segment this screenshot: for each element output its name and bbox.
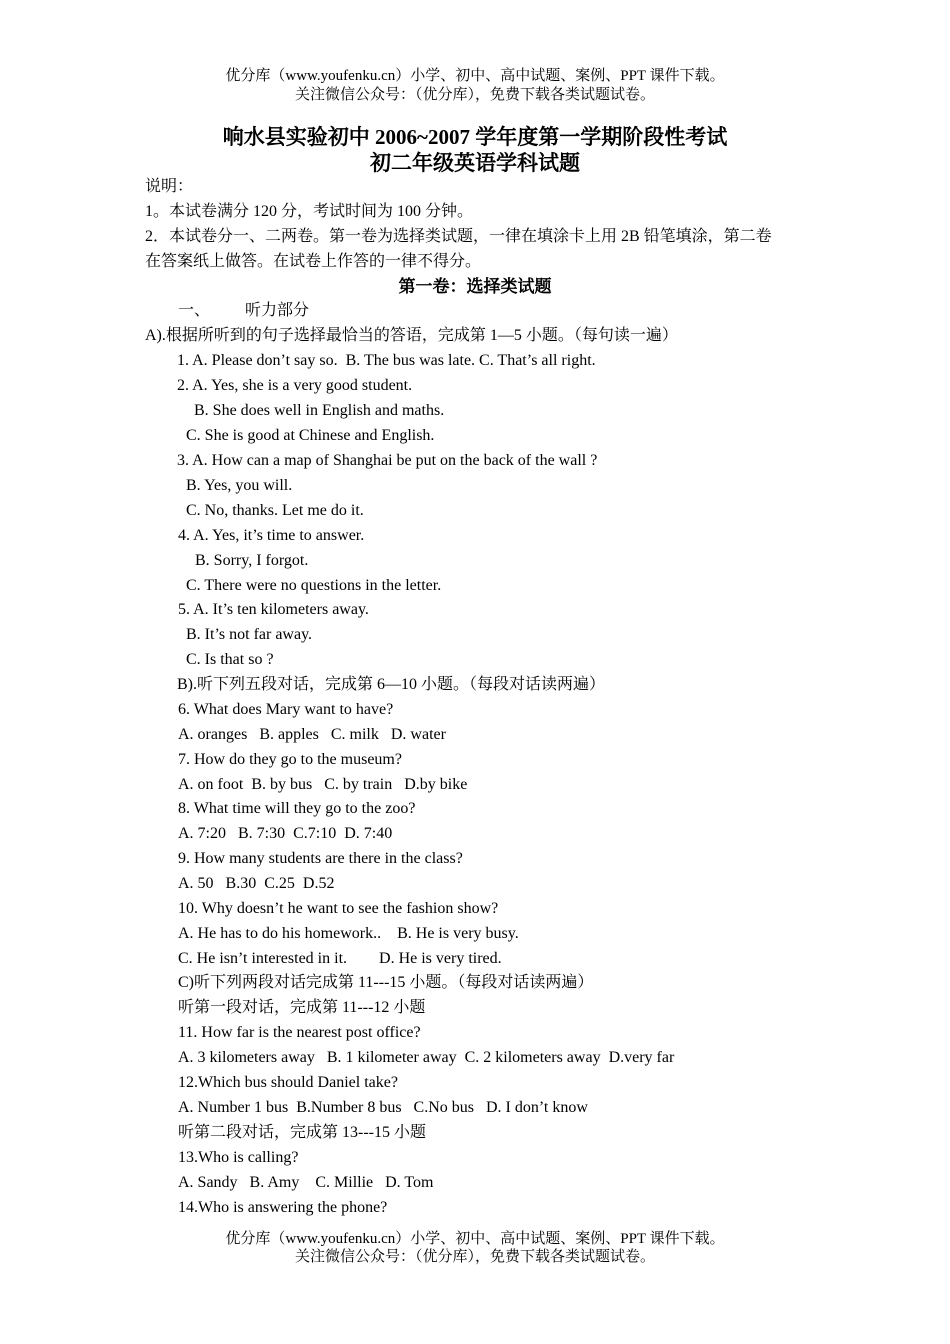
instruction-item-1: 1。本试卷满分 120 分，考试时间为 100 分钟。 xyxy=(145,203,474,220)
option-line: A. 3 kilometers away B. 1 kilometer away C. 2 kilometers away D.very far xyxy=(178,1049,675,1066)
option-line: C. There were no questions in the letter. xyxy=(186,577,442,594)
question-line: 4. A. Yes, it’s time to answer. xyxy=(178,527,365,544)
question-line: 13.Who is calling? xyxy=(178,1149,299,1166)
dialogue-intro: 听第二段对话，完成第 13---15 小题 xyxy=(178,1124,426,1141)
footer-line-2: 关注微信公众号：（优分库），免费下载各类试题试卷。 xyxy=(294,1249,655,1265)
instruction-item-2: 2．本试卷分一、二两卷。第一卷为选择类试题，一律在填涂卡上用 2B 铅笔填涂，第二卷 xyxy=(145,228,772,245)
option-line: B. She does well in English and maths. xyxy=(194,402,445,419)
question-line: 8. What time will they go to the zoo? xyxy=(178,800,416,817)
part-number: 一、 xyxy=(178,302,211,319)
option-line: B. It’s not far away. xyxy=(186,626,313,643)
question-line: 14.Who is answering the phone? xyxy=(178,1199,388,1216)
instructions-label: 说明： xyxy=(145,178,194,195)
option-line: A. on foot B. by bus C. by train D.by bike xyxy=(178,776,468,793)
part-a-intro: A).根据所听到的句子选择最恰当的答语，完成第 1—5 小题。（每句读一遍） xyxy=(145,327,678,344)
option-line: A. 7:20 B. 7:30 C.7:10 D. 7:40 xyxy=(178,825,393,842)
question-line: 3. A. How can a map of Shanghai be put on the back of the wall ? xyxy=(177,452,598,469)
dialogue-intro: 听第一段对话，完成第 11---12 小题 xyxy=(178,999,426,1016)
question-line: 10. Why doesn’t he want to see the fashion show? xyxy=(178,900,499,917)
option-line: A. Number 1 bus B.Number 8 bus C.No bus D. I don’t know xyxy=(178,1099,588,1116)
question-line: 2. A. Yes, she is a very good student. xyxy=(177,377,413,394)
question-line: 12.Which bus should Daniel take? xyxy=(178,1074,398,1091)
section-title: 第一卷：选择类试题 xyxy=(398,277,552,296)
question-line: 11. How far is the nearest post office? xyxy=(178,1024,421,1041)
option-line: A. He has to do his homework.. B. He is very busy. xyxy=(178,925,519,942)
instruction-item-2-cont: 在答案纸上做答。在试卷上作答的一律不得分。 xyxy=(145,253,482,270)
option-line: C. Is that so ? xyxy=(186,651,274,668)
question-line: 7. How do they go to the museum? xyxy=(178,751,402,768)
footer-line-1: 优分库（www.youfenku.cn）小学、初中、高中试题、案例、PPT 课件下载。 xyxy=(225,1231,725,1247)
option-line: B. Sorry, I forgot. xyxy=(195,552,309,569)
option-line: B. Yes, you will. xyxy=(186,477,293,494)
page-subtitle: 初二年级英语学科试题 xyxy=(370,151,580,175)
part-c-intro: C)听下列两段对话完成第 11---15 小题。（每段对话读两遍） xyxy=(178,974,594,991)
option-line: C. He isn’t interested in it. D. He is very tired. xyxy=(178,950,502,967)
part-name: 听力部分 xyxy=(245,302,310,319)
question-line: 1. A. Please don’t say so. B. The bus was late. C. That’s all right. xyxy=(177,352,596,369)
question-line: 9. How many students are there in the class? xyxy=(178,850,463,867)
header-line-2: 关注微信公众号：（优分库），免费下载各类试题试卷。 xyxy=(294,87,655,103)
part-b-intro: B).听下列五段对话，完成第 6—10 小题。（每段对话读两遍） xyxy=(177,676,606,693)
question-line: 6. What does Mary want to have? xyxy=(178,701,394,718)
header-line-1: 优分库（www.youfenku.cn）小学、初中、高中试题、案例、PPT 课件下载。 xyxy=(225,68,725,84)
option-line: C. She is good at Chinese and English. xyxy=(186,427,435,444)
option-line: A. 50 B.30 C.25 D.52 xyxy=(178,875,335,892)
option-line: A. Sandy B. Amy C. Millie D. Tom xyxy=(178,1174,434,1191)
option-line: A. oranges B. apples C. milk D. water xyxy=(178,726,446,743)
page-title: 响水县实验初中 2006~2007 学年度第一学期阶段性考试 xyxy=(222,125,728,149)
question-line: 5. A. It’s ten kilometers away. xyxy=(178,601,369,618)
option-line: C. No, thanks. Let me do it. xyxy=(186,502,364,519)
